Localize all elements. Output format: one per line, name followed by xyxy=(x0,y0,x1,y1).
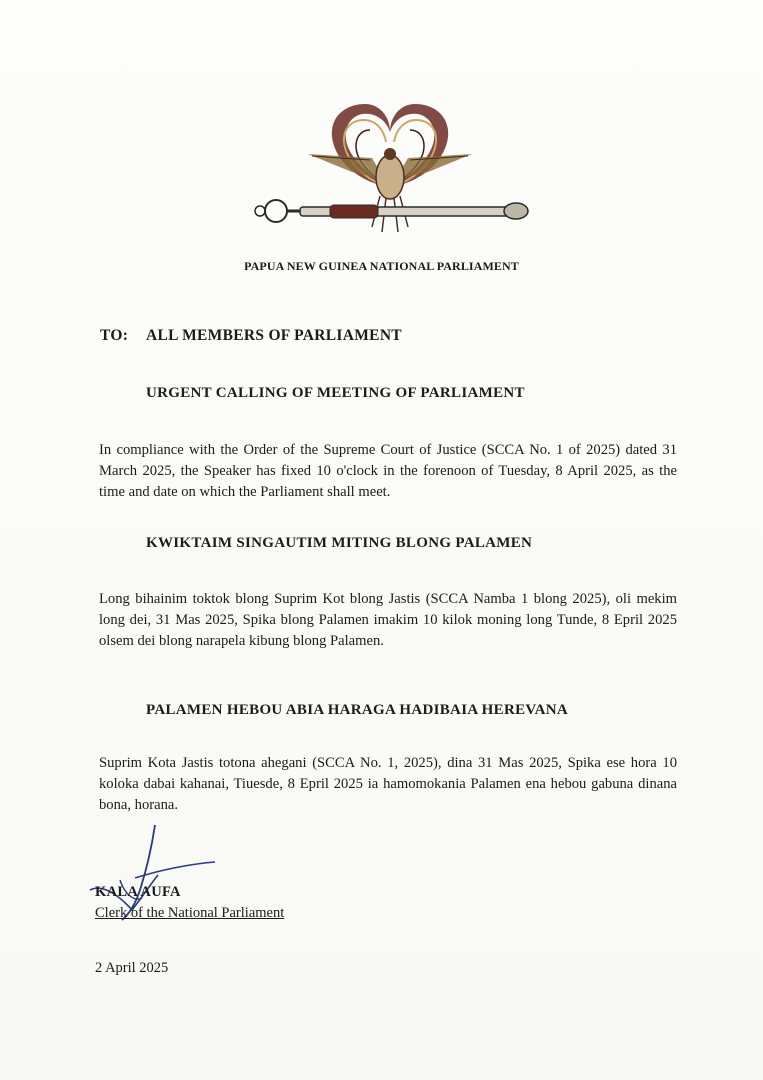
signer-name: KALA AUFA xyxy=(95,884,181,900)
section-body-tok-pisin: Long bihainim toktok blong Suprim Kot blong Jastis (SCCA Namba 1 blong 2025), oli mekim long dei, 31 Mas 2025, Spika blong Palamen imakim 10 kilok moning long Tunde, 8 Epril 2025 olsem dei blong narapela kibung blong Palamen. xyxy=(99,591,677,649)
section-heading-motu: PALAMEN HEBOU ABIA HARAGA HADIBAIA HEREVANA xyxy=(146,702,568,718)
section-body-english: In compliance with the Order of the Supreme Court of Justice (SCCA No. 1 of 2025) dated 31 March 2025, the Speaker has fixed 10 o'clock in the forenoon of Tuesday, 8 April 2025, as the time and date on which the Parliament shall meet. xyxy=(99,442,677,500)
addressee-line xyxy=(100,327,402,345)
section-heading-english: URGENT CALLING OF MEETING OF PARLIAMENT xyxy=(146,385,525,401)
bird-of-paradise-crest-icon xyxy=(240,92,540,252)
document-date: 2 April 2025 xyxy=(95,960,169,976)
parliament-name: PAPUA NEW GUINEA NATIONAL PARLIAMENT xyxy=(244,259,519,273)
addressee-label: TO: xyxy=(100,327,129,344)
signer-title: Clerk of the National Parliament xyxy=(95,905,285,921)
addressee-value: ALL MEMBERS OF PARLIAMENT xyxy=(146,327,402,344)
section-body-motu: Suprim Kota Jastis totona ahegani (SCCA No. 1, 2025), dina 31 Mas 2025, Spika ese hora 10 koloka dabai kahanai, Tiuesde, 8 Epril 2025 ia hamomokania Palamen ena hebou gabuna dinana bona, horana. xyxy=(99,755,677,813)
section-heading-tok-pisin: KWIKTAIM SINGAUTIM MITING BLONG PALAMEN xyxy=(146,535,533,551)
